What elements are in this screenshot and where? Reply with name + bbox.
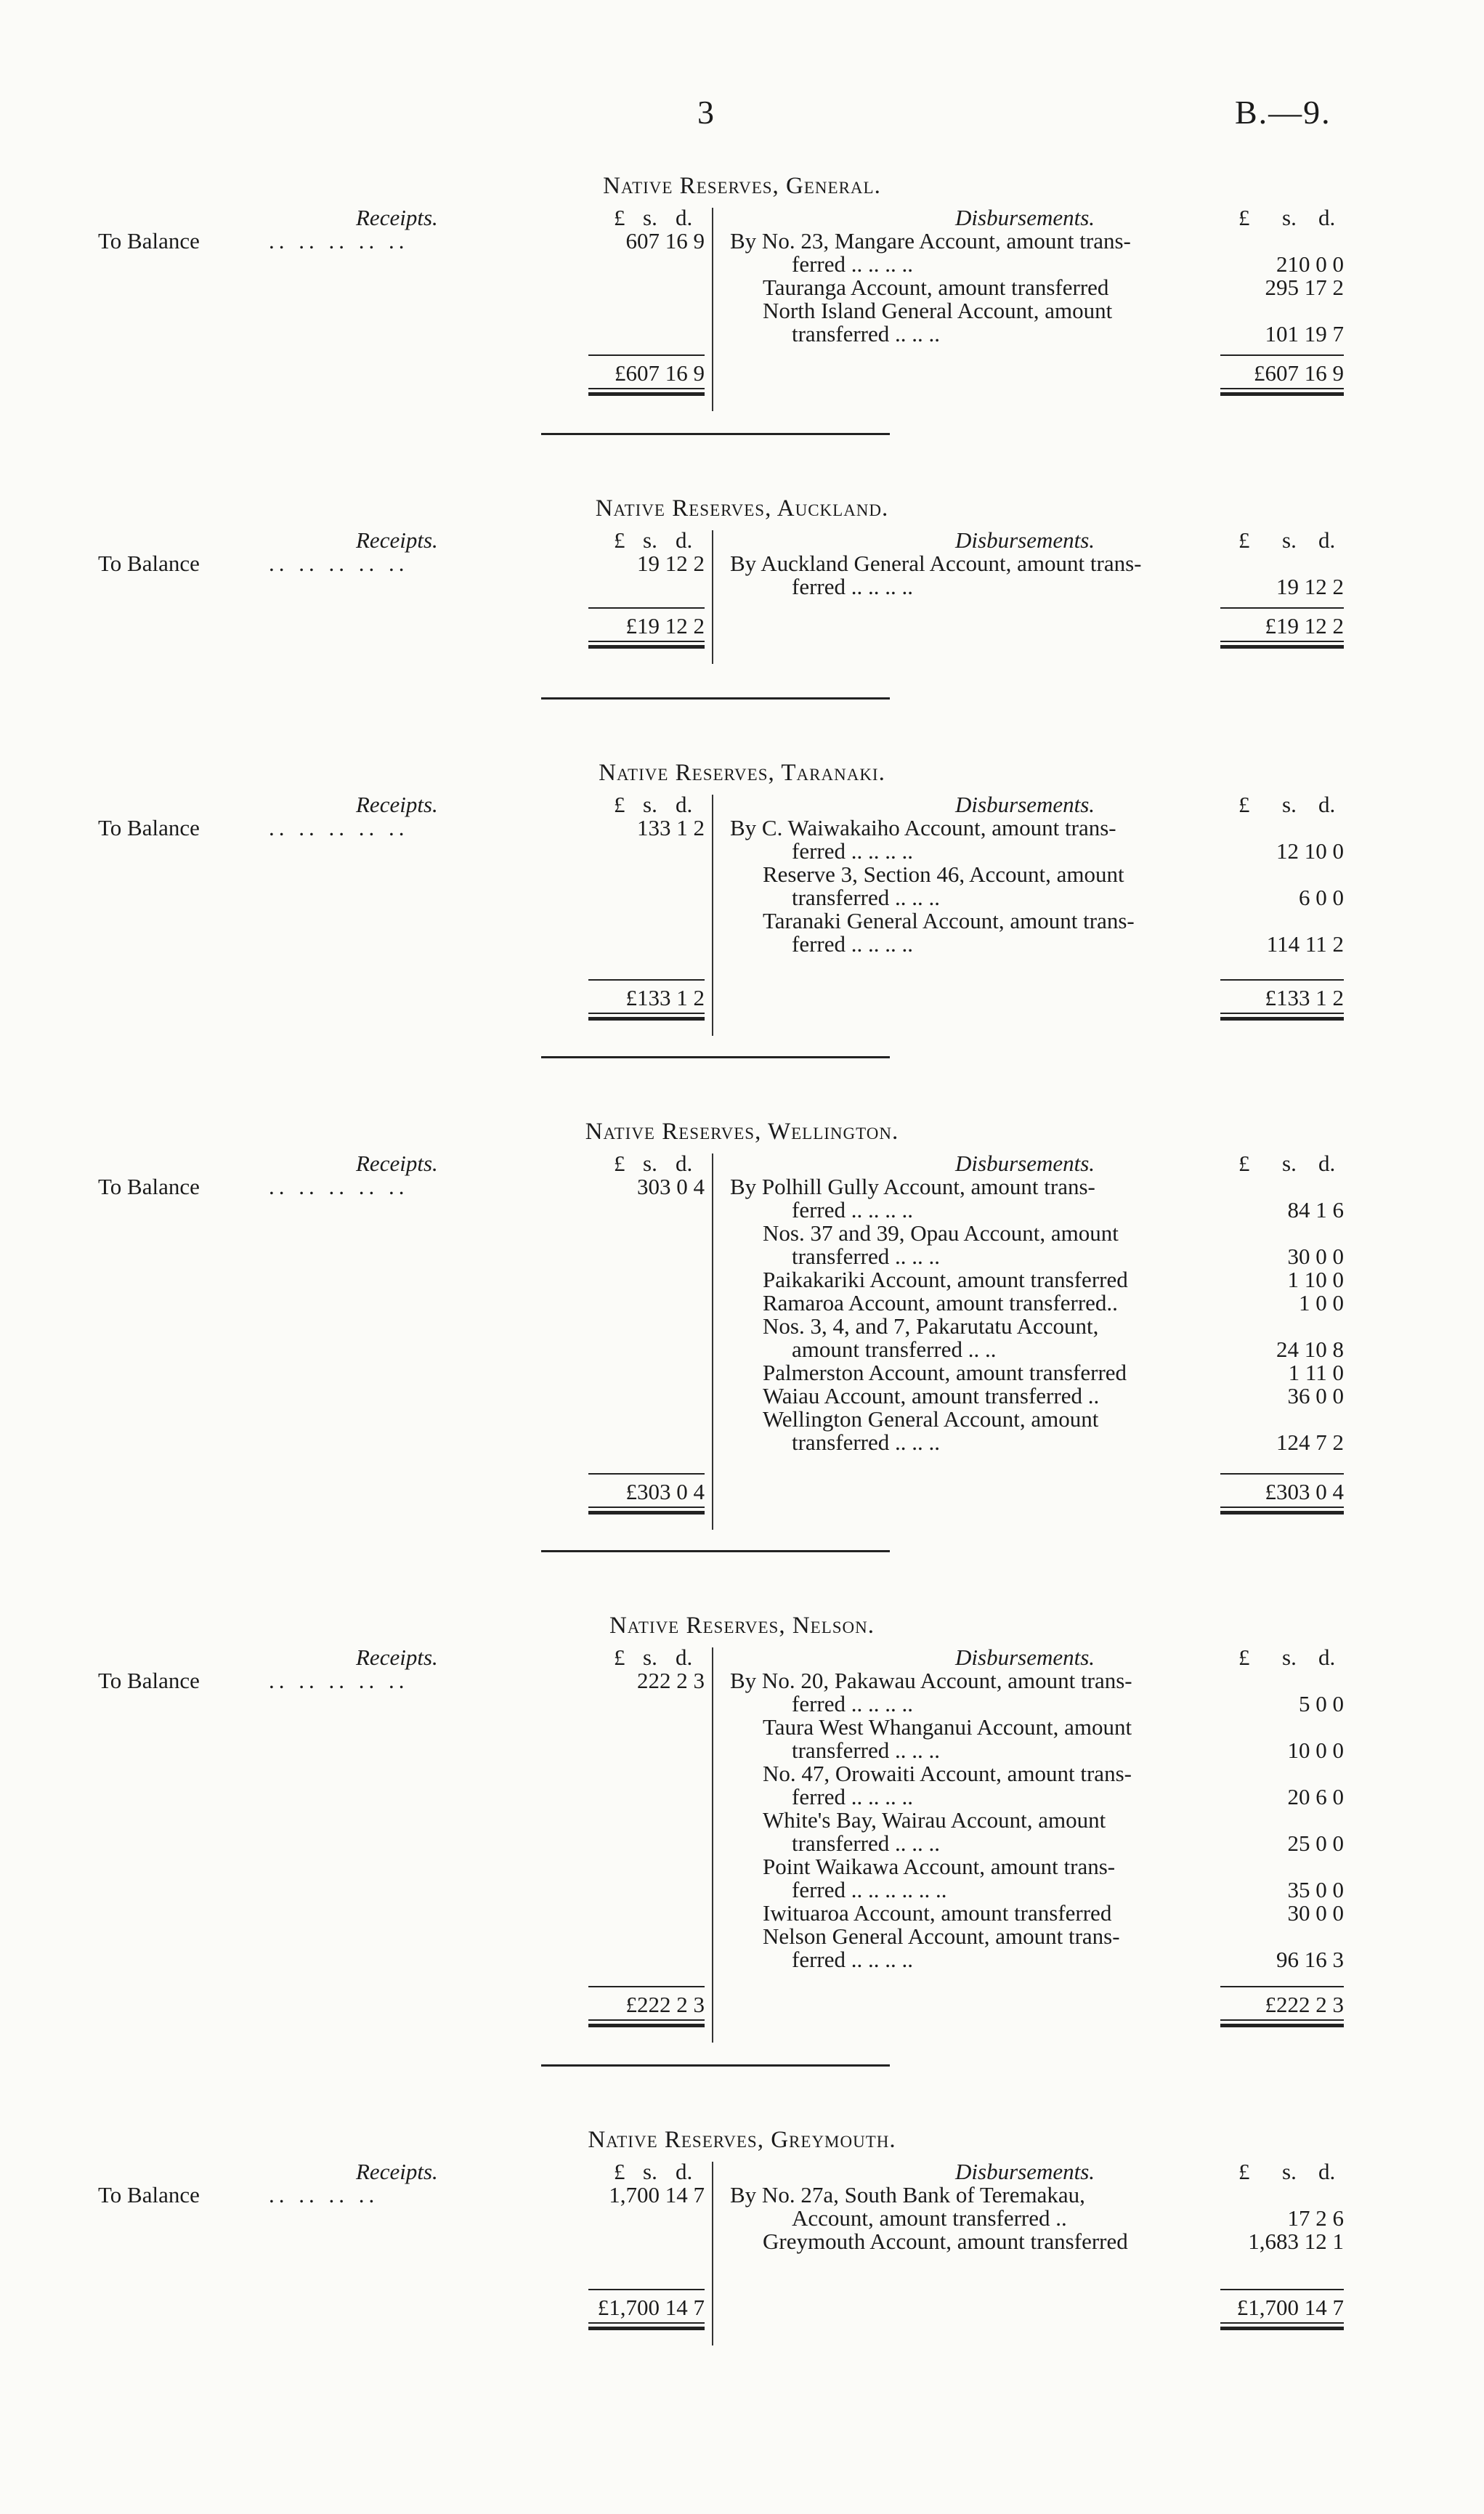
receipt-leaders: .. .. .. .. ..: [269, 815, 409, 840]
disbursement-text: Greymouth Account, amount transferred: [763, 2229, 1128, 2254]
document-reference: B.—9.: [1235, 94, 1331, 131]
disbursement-total: £19 12 2: [1265, 613, 1344, 638]
shillings-header-left: s.: [643, 1645, 657, 1670]
disbursement-amount: 1 11 0: [1288, 1360, 1344, 1385]
disbursement-amount: 6 0 0: [1299, 885, 1344, 910]
disbursement-text: Taranaki General Account, amount trans-: [763, 908, 1135, 933]
receipt-amount: 303 0 4: [637, 1174, 705, 1199]
pence-header-left: d.: [676, 1645, 693, 1670]
disbursement-amount: 96 16 3: [1276, 1947, 1344, 1972]
disbursement-text: transferred .. .. ..: [792, 885, 940, 910]
disbursement-text: transferred .. .. ..: [792, 1244, 940, 1269]
disbursement-text: Palmerston Account, amount transferred: [763, 1360, 1127, 1385]
shillings-header-right: s.: [1282, 1645, 1297, 1670]
shillings-header-left: s.: [643, 1151, 657, 1176]
receipt-total-double-rule: [588, 388, 705, 396]
receipt-total-double-rule: [588, 1013, 705, 1021]
receipt-label: To Balance: [98, 1668, 200, 1693]
column-divider: [712, 1153, 713, 1530]
pence-header-right: d.: [1318, 1151, 1336, 1176]
disbursement-text: Wellington General Account, amount: [763, 1406, 1099, 1432]
pence-header-left: d.: [676, 1151, 693, 1176]
pence-header-right: d.: [1318, 527, 1336, 553]
disbursement-text: Paikakariki Account, amount transferred: [763, 1267, 1128, 1292]
shillings-header-right: s.: [1282, 792, 1297, 817]
receipts-header: Receipts.: [356, 2159, 438, 2184]
disbursement-text: ferred .. .. .. ..: [792, 931, 913, 957]
page-number: 3: [697, 94, 714, 131]
pounds-header-left: £: [614, 1645, 625, 1670]
disbursement-total-double-rule: [1220, 388, 1344, 396]
disbursement-text: White's Bay, Wairau Account, amount: [763, 1807, 1106, 1833]
disbursement-amount: 5 0 0: [1299, 1691, 1344, 1716]
disbursement-text: ferred .. .. .. ..: [792, 838, 913, 864]
receipts-header: Receipts.: [356, 1645, 438, 1670]
receipt-total-double-rule: [588, 641, 705, 649]
receipt-total-rule: [588, 979, 705, 981]
disbursements-header: Disbursements.: [955, 2159, 1095, 2184]
pence-header-right: d.: [1318, 205, 1336, 230]
section-separator: [541, 697, 890, 700]
disbursements-header: Disbursements.: [955, 527, 1095, 553]
receipt-total: £1,700 14 7: [597, 2295, 705, 2320]
disbursements-header: Disbursements.: [955, 1645, 1095, 1670]
section-title: Native Reserves, Auckland.: [595, 495, 889, 522]
disbursement-total: £1,700 14 7: [1236, 2295, 1344, 2320]
disbursement-text: By No. 27a, South Bank of Teremakau,: [730, 2182, 1085, 2207]
disbursement-amount: 1,683 12 1: [1248, 2229, 1344, 2254]
disbursement-amount: 19 12 2: [1276, 574, 1344, 599]
pounds-header-left: £: [614, 1151, 625, 1176]
disbursement-text: transferred .. .. ..: [792, 321, 940, 346]
disbursement-text: transferred .. .. ..: [792, 1830, 940, 1856]
receipt-leaders: .. .. .. .. ..: [269, 228, 409, 254]
receipt-label: To Balance: [98, 815, 200, 840]
shillings-header-right: s.: [1282, 205, 1297, 230]
column-divider: [712, 208, 713, 411]
section-title: Native Reserves, Greymouth.: [588, 2127, 896, 2153]
disbursement-amount: 17 2 6: [1287, 2205, 1344, 2231]
receipts-header: Receipts.: [356, 1151, 438, 1176]
disbursement-amount: 10 0 0: [1287, 1738, 1344, 1763]
disbursement-amount: 210 0 0: [1276, 251, 1344, 277]
disbursement-total-double-rule: [1220, 1507, 1344, 1515]
receipt-total-rule: [588, 2289, 705, 2290]
pence-header-left: d.: [676, 527, 693, 553]
receipt-leaders: .. .. .. .. ..: [269, 1174, 409, 1199]
disbursement-text: ferred .. .. .. ..: [792, 574, 913, 599]
shillings-header-left: s.: [643, 2159, 657, 2184]
receipt-total-double-rule: [588, 2019, 705, 2027]
pounds-header-left: £: [614, 2159, 625, 2184]
receipt-total: £303 0 4: [625, 1479, 705, 1504]
pounds-header-right: £: [1238, 2159, 1250, 2184]
shillings-header-right: s.: [1282, 527, 1297, 553]
disbursement-text: ferred .. .. .. ..: [792, 1197, 913, 1222]
section-separator: [541, 1550, 890, 1552]
pounds-header-right: £: [1238, 1645, 1250, 1670]
receipt-total: £133 1 2: [625, 985, 705, 1010]
disbursement-amount: 24 10 8: [1276, 1337, 1344, 1362]
pounds-header-right: £: [1238, 527, 1250, 553]
column-divider: [712, 1647, 713, 2043]
disbursement-amount: 12 10 0: [1276, 838, 1344, 864]
receipt-amount: 1,700 14 7: [609, 2182, 705, 2207]
pence-header-right: d.: [1318, 792, 1336, 817]
disbursement-text: ferred .. .. .. ..: [792, 1691, 913, 1716]
disbursement-amount: 30 0 0: [1287, 1244, 1344, 1269]
disbursement-amount: 20 6 0: [1287, 1784, 1344, 1809]
receipts-header: Receipts.: [356, 527, 438, 553]
shillings-header-right: s.: [1282, 1151, 1297, 1176]
receipts-header: Receipts.: [356, 205, 438, 230]
pence-header-right: d.: [1318, 1645, 1336, 1670]
receipt-total: £607 16 9: [615, 360, 705, 386]
disbursement-total-rule: [1220, 1986, 1344, 1987]
section-title: Native Reserves, General.: [603, 173, 881, 199]
disbursement-total-rule: [1220, 354, 1344, 356]
column-divider: [712, 795, 713, 1036]
disbursement-text: By Polhill Gully Account, amount trans-: [730, 1174, 1095, 1199]
receipt-total-rule: [588, 1986, 705, 1987]
disbursement-text: ferred .. .. .. ..: [792, 251, 913, 277]
disbursement-amount: 36 0 0: [1287, 1383, 1344, 1408]
receipt-label: To Balance: [98, 2182, 200, 2207]
disbursement-text: Iwituaroa Account, amount transferred: [763, 1900, 1112, 1926]
section-title: Native Reserves, Wellington.: [585, 1119, 899, 1145]
disbursements-header: Disbursements.: [955, 792, 1095, 817]
column-divider: [712, 2162, 713, 2345]
shillings-header-left: s.: [643, 205, 657, 230]
receipt-leaders: .. .. .. .. ..: [269, 1668, 409, 1693]
disbursement-text: Nelson General Account, amount trans-: [763, 1923, 1120, 1949]
receipt-total: £222 2 3: [625, 1992, 705, 2017]
column-divider: [712, 530, 713, 664]
disbursement-text: ferred .. .. .. .. .. ..: [792, 1877, 947, 1902]
disbursement-total: £222 2 3: [1265, 1992, 1344, 2017]
disbursement-text: amount transferred .. ..: [792, 1337, 997, 1362]
shillings-header-left: s.: [643, 792, 657, 817]
disbursement-text: Account, amount transferred ..: [792, 2205, 1067, 2231]
receipt-total: £19 12 2: [625, 613, 705, 638]
receipt-total-rule: [588, 607, 705, 609]
pounds-header-left: £: [614, 205, 625, 230]
receipt-total-double-rule: [588, 1507, 705, 1515]
pounds-header-right: £: [1238, 792, 1250, 817]
disbursement-text: ferred .. .. .. ..: [792, 1947, 913, 1972]
section-title: Native Reserves, Nelson.: [609, 1613, 875, 1639]
disbursement-text: Nos. 37 and 39, Opau Account, amount: [763, 1220, 1119, 1246]
disbursement-total: £607 16 9: [1254, 360, 1344, 386]
disbursement-amount: 84 1 6: [1287, 1197, 1344, 1222]
disbursement-amount: 295 17 2: [1265, 275, 1344, 300]
disbursement-amount: 1 10 0: [1287, 1267, 1344, 1292]
receipt-total-rule: [588, 1473, 705, 1475]
receipt-label: To Balance: [98, 551, 200, 576]
receipt-amount: 133 1 2: [637, 815, 705, 840]
pence-header-right: d.: [1318, 2159, 1336, 2184]
disbursement-text: Waiau Account, amount transferred ..: [763, 1383, 1100, 1408]
disbursement-text: Reserve 3, Section 46, Account, amount: [763, 861, 1124, 887]
disbursement-total-double-rule: [1220, 2322, 1344, 2330]
disbursement-text: By No. 23, Mangare Account, amount trans-: [730, 228, 1131, 254]
receipt-amount: 607 16 9: [625, 228, 705, 254]
pence-header-left: d.: [676, 792, 693, 817]
disbursement-text: Ramaroa Account, amount transferred..: [763, 1290, 1118, 1315]
disbursement-total-double-rule: [1220, 2019, 1344, 2027]
disbursement-amount: 35 0 0: [1287, 1877, 1344, 1902]
pounds-header-right: £: [1238, 205, 1250, 230]
receipts-header: Receipts.: [356, 792, 438, 817]
disbursement-amount: 124 7 2: [1276, 1430, 1344, 1455]
section-separator: [541, 1056, 890, 1058]
receipt-amount: 19 12 2: [637, 551, 705, 576]
disbursement-amount: 114 11 2: [1266, 931, 1344, 957]
disbursement-text: By C. Waiwakaiho Account, amount trans-: [730, 815, 1116, 840]
disbursement-total-rule: [1220, 979, 1344, 981]
shillings-header-left: s.: [643, 527, 657, 553]
pence-header-left: d.: [676, 205, 693, 230]
receipt-amount: 222 2 3: [637, 1668, 705, 1693]
receipt-label: To Balance: [98, 1174, 200, 1199]
disbursement-amount: 101 19 7: [1265, 321, 1344, 346]
disbursement-total: £133 1 2: [1265, 985, 1344, 1010]
disbursement-text: By No. 20, Pakawau Account, amount trans-: [730, 1668, 1132, 1693]
receipt-total-rule: [588, 354, 705, 356]
disbursement-total-double-rule: [1220, 641, 1344, 649]
disbursement-amount: 1 0 0: [1299, 1290, 1344, 1315]
shillings-header-right: s.: [1282, 2159, 1297, 2184]
disbursement-text: Nos. 3, 4, and 7, Pakarutatu Account,: [763, 1313, 1099, 1339]
disbursement-text: Point Waikawa Account, amount trans-: [763, 1854, 1116, 1879]
pounds-header-right: £: [1238, 1151, 1250, 1176]
disbursement-amount: 25 0 0: [1287, 1830, 1344, 1856]
section-title: Native Reserves, Taranaki.: [599, 760, 885, 786]
section-separator: [541, 433, 890, 435]
disbursement-text: By Auckland General Account, amount trans-: [730, 551, 1142, 576]
disbursement-total-rule: [1220, 2289, 1344, 2290]
disbursement-text: North Island General Account, amount: [763, 298, 1113, 323]
receipt-leaders: .. .. .. .. ..: [269, 551, 409, 576]
receipt-leaders: .. .. .. ..: [269, 2182, 379, 2207]
disbursement-total: £303 0 4: [1265, 1479, 1344, 1504]
disbursements-header: Disbursements.: [955, 205, 1095, 230]
disbursement-total-rule: [1220, 1473, 1344, 1475]
disbursement-total-rule: [1220, 607, 1344, 609]
disbursement-text: transferred .. .. ..: [792, 1738, 940, 1763]
receipt-label: To Balance: [98, 228, 200, 254]
pounds-header-left: £: [614, 527, 625, 553]
section-separator: [541, 2064, 890, 2067]
disbursement-amount: 30 0 0: [1287, 1900, 1344, 1926]
disbursements-header: Disbursements.: [955, 1151, 1095, 1176]
disbursement-text: ferred .. .. .. ..: [792, 1784, 913, 1809]
pounds-header-left: £: [614, 792, 625, 817]
pence-header-left: d.: [676, 2159, 693, 2184]
disbursement-text: Taura West Whanganui Account, amount: [763, 1714, 1132, 1740]
disbursement-total-double-rule: [1220, 1013, 1344, 1021]
receipt-total-double-rule: [588, 2322, 705, 2330]
disbursement-text: Tauranga Account, amount transferred: [763, 275, 1109, 300]
disbursement-text: transferred .. .. ..: [792, 1430, 940, 1455]
disbursement-text: No. 47, Orowaiti Account, amount trans-: [763, 1761, 1132, 1786]
